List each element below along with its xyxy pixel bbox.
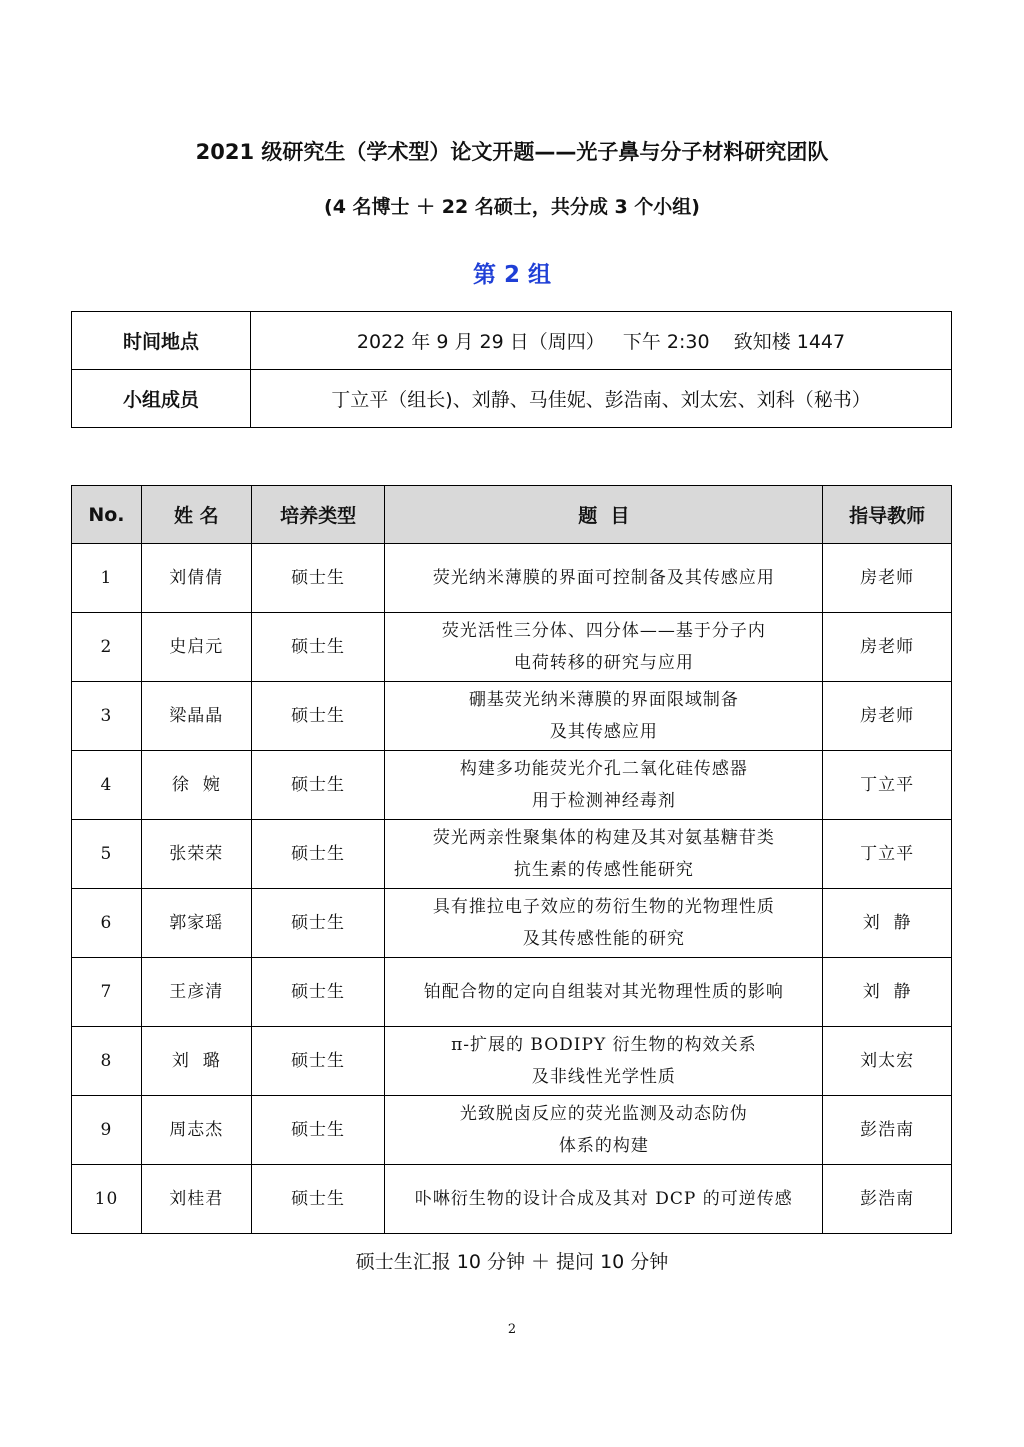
info-table — [71, 311, 952, 428]
row-number: 10 — [72, 1165, 142, 1234]
student-name: 郭家瑶 — [141, 889, 251, 958]
thesis-title-line: 硼基荧光纳米薄膜的界面限域制备 — [468, 690, 739, 710]
student-name: 史启元 — [141, 613, 251, 682]
degree-type: 硕士生 — [251, 544, 385, 613]
thesis-title — [385, 1027, 823, 1096]
row-number: 5 — [72, 820, 142, 889]
row-number: 9 — [72, 1096, 142, 1165]
advisor-name: 刘 静 — [823, 889, 952, 958]
thesis-title — [385, 613, 823, 682]
advisor-name: 丁立平 — [823, 820, 952, 889]
table-row — [72, 958, 952, 1027]
thesis-title-line: 电荷转移的研究与应用 — [513, 653, 694, 673]
advisor-name: 房老师 — [823, 613, 952, 682]
table-row — [72, 613, 952, 682]
thesis-title-line: π-扩展的 BODIPY 衍生物的构效关系 — [451, 1035, 757, 1055]
table-row — [72, 1165, 952, 1234]
footer-note: 硕士生汇报 10 分钟 ＋ 提问 10 分钟 — [355, 1251, 669, 1273]
student-name: 王彦清 — [141, 958, 251, 1027]
thesis-title-line: 体系的构建 — [558, 1136, 649, 1156]
header-title: 题 目 — [385, 486, 823, 544]
table-body — [72, 544, 952, 1234]
header-advisor: 指导教师 — [823, 486, 952, 544]
members-label: 小组成员 — [72, 370, 251, 428]
student-name: 刘倩倩 — [141, 544, 251, 613]
student-name: 张荣荣 — [141, 820, 251, 889]
row-number: 3 — [72, 682, 142, 751]
degree-type: 硕士生 — [251, 889, 385, 958]
header-no: No. — [72, 486, 142, 544]
document-title: 2021 级研究生（学术型）论文开题——光子鼻与分子材料研究团队 — [195, 140, 829, 164]
page-number: 2 — [507, 1322, 517, 1337]
table-row — [72, 889, 952, 958]
degree-type: 硕士生 — [251, 751, 385, 820]
thesis-title-line: 光致脱卤反应的荧光监测及动态防伪 — [459, 1104, 748, 1124]
student-name: 梁晶晶 — [141, 682, 251, 751]
group-title: 第 2 组 — [472, 262, 552, 288]
thesis-title-line: 铂配合物的定向自组装对其光物理性质的影响 — [423, 982, 784, 1002]
thesis-title — [385, 1165, 823, 1234]
student-name: 周志杰 — [141, 1096, 251, 1165]
table-row — [72, 1027, 952, 1096]
thesis-title-line: 荧光两亲性聚集体的构建及其对氨基糖苷类 — [432, 828, 775, 848]
row-number: 7 — [72, 958, 142, 1027]
degree-type: 硕士生 — [251, 613, 385, 682]
degree-type: 硕士生 — [251, 820, 385, 889]
thesis-title-line: 具有推拉电子效应的芴衍生物的光物理性质 — [432, 897, 775, 917]
thesis-title-line: 构建多功能荧光介孔二氧化硅传感器 — [459, 759, 748, 779]
time-label: 时间地点 — [72, 312, 251, 370]
thesis-title-line: 荧光活性三分体、四分体——基于分子内 — [441, 621, 766, 641]
advisor-name: 彭浩南 — [823, 1096, 952, 1165]
thesis-title-line: 及非线性光学性质 — [531, 1067, 676, 1087]
thesis-title — [385, 751, 823, 820]
student-name: 刘 璐 — [141, 1027, 251, 1096]
student-name: 刘桂君 — [141, 1165, 251, 1234]
degree-type: 硕士生 — [251, 1165, 385, 1234]
thesis-title — [385, 889, 823, 958]
advisor-name: 刘太宏 — [823, 1027, 952, 1096]
degree-type: 硕士生 — [251, 1096, 385, 1165]
thesis-title — [385, 1096, 823, 1165]
advisor-name: 刘 静 — [823, 958, 952, 1027]
thesis-title-line: 及其传感性能的研究 — [522, 929, 685, 949]
degree-type: 硕士生 — [251, 682, 385, 751]
student-name: 徐 婉 — [141, 751, 251, 820]
header-name: 姓 名 — [141, 486, 251, 544]
thesis-title-line: 用于检测神经毒剂 — [531, 791, 676, 811]
row-number: 2 — [72, 613, 142, 682]
row-number: 6 — [72, 889, 142, 958]
thesis-title-line: 荧光纳米薄膜的界面可控制备及其传感应用 — [432, 568, 775, 588]
time-row — [72, 312, 952, 370]
thesis-title — [385, 544, 823, 613]
table-row — [72, 1096, 952, 1165]
thesis-title-line: 抗生素的传感性能研究 — [513, 860, 694, 880]
thesis-title — [385, 958, 823, 1027]
table-row — [72, 682, 952, 751]
student-table — [71, 485, 952, 1234]
advisor-name: 丁立平 — [823, 751, 952, 820]
time-value: 2022 年 9 月 29 日（周四） 下午 2:30 致知楼 1447 — [251, 312, 952, 370]
degree-type: 硕士生 — [251, 1027, 385, 1096]
thesis-title-line: 卟啉衍生物的设计合成及其对 DCP 的可逆传感 — [414, 1189, 793, 1209]
header-type: 培养类型 — [251, 486, 385, 544]
row-number: 4 — [72, 751, 142, 820]
table-row — [72, 751, 952, 820]
row-number: 8 — [72, 1027, 142, 1096]
table-row — [72, 820, 952, 889]
document-subtitle: (4 名博士 ＋ 22 名硕士，共分成 3 个小组) — [324, 196, 700, 218]
advisor-name: 房老师 — [823, 544, 952, 613]
row-number: 1 — [72, 544, 142, 613]
table-row — [72, 544, 952, 613]
thesis-title-line: 及其传感应用 — [549, 722, 658, 742]
advisor-name: 房老师 — [823, 682, 952, 751]
degree-type: 硕士生 — [251, 958, 385, 1027]
members-value: 丁立平（组长)、刘静、马佳妮、彭浩南、刘太宏、刘科（秘书） — [251, 370, 952, 428]
table-header-row — [72, 486, 952, 544]
advisor-name: 彭浩南 — [823, 1165, 952, 1234]
members-row — [72, 370, 952, 428]
thesis-title — [385, 682, 823, 751]
thesis-title — [385, 820, 823, 889]
